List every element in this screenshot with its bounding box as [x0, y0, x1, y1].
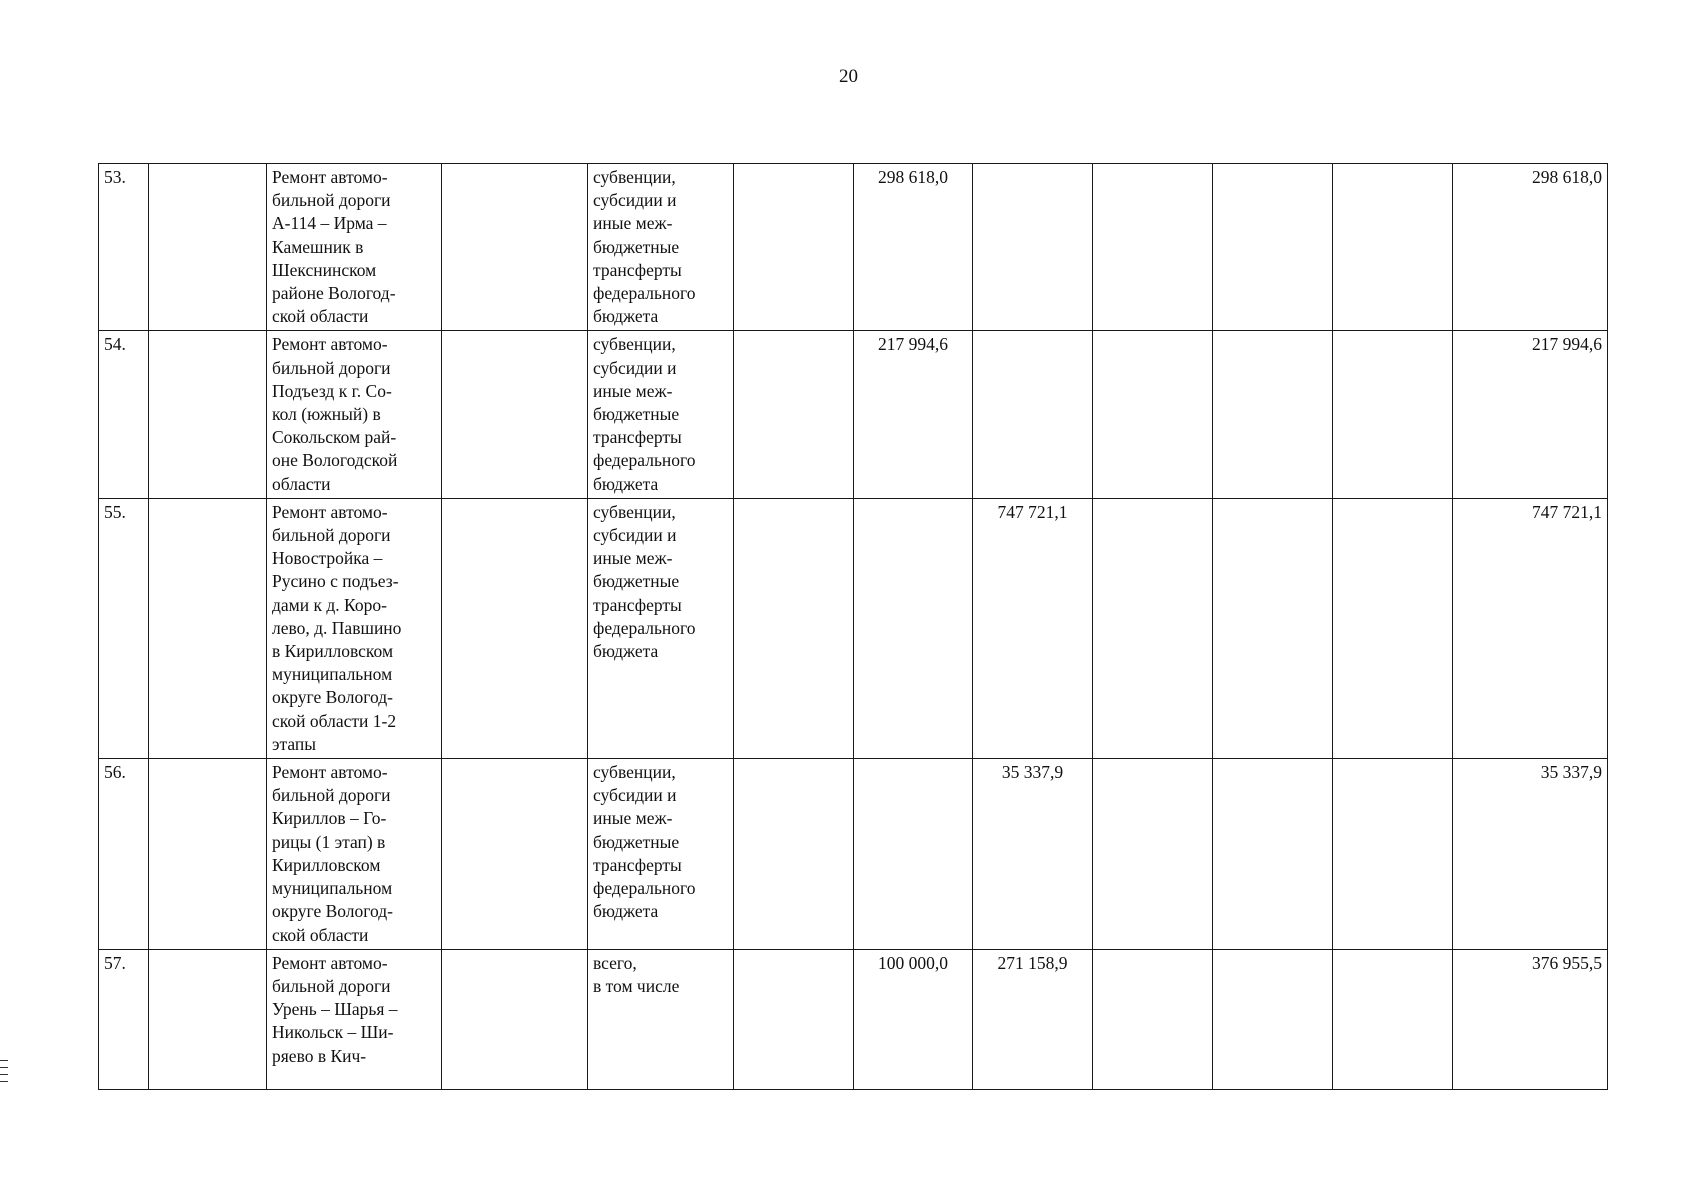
amount-year1: 100 000,0	[854, 949, 973, 1089]
object-name: Ремонт автомо- бильной дороги Новостройка – Русино с подъез- дами к д. Коро- лево, д. Павшино в Кирилловском муниципальном округе Вологод- ской области 1-2 этапы	[267, 498, 442, 758]
table-row	[99, 498, 1608, 758]
empty-cell	[1093, 164, 1213, 331]
empty-cell	[149, 759, 267, 950]
table-row	[99, 759, 1608, 950]
table-row	[99, 164, 1608, 331]
funding-source: субвенции, субсидии и иные меж- бюджетные трансферты федерального бюджета	[588, 164, 734, 331]
amount-year2	[973, 164, 1093, 331]
empty-cell	[442, 331, 588, 498]
amount-total: 35 337,9	[1453, 759, 1608, 950]
empty-cell	[1093, 498, 1213, 758]
amount-total: 747 721,1	[1453, 498, 1608, 758]
empty-cell	[734, 331, 854, 498]
amount-year1: 298 618,0	[854, 164, 973, 331]
empty-cell	[149, 949, 267, 1089]
amount-year1	[854, 759, 973, 950]
amount-total: 217 994,6	[1453, 331, 1608, 498]
empty-cell	[442, 949, 588, 1089]
empty-cell	[149, 331, 267, 498]
empty-cell	[1213, 759, 1333, 950]
amount-total: 298 618,0	[1453, 164, 1608, 331]
empty-cell	[442, 164, 588, 331]
funding-source: всего, в том числе	[588, 949, 734, 1089]
object-name: Ремонт автомо- бильной дороги А-114 – Ирма – Камешник в Шекснинском районе Вологод- ской области	[267, 164, 442, 331]
empty-cell	[1213, 331, 1333, 498]
amount-year1: 217 994,6	[854, 331, 973, 498]
empty-cell	[1333, 949, 1453, 1089]
table-row	[99, 331, 1608, 498]
binding-marks	[0, 1060, 8, 1088]
empty-cell	[149, 164, 267, 331]
budget-table	[98, 163, 1608, 1090]
empty-cell	[1213, 164, 1333, 331]
empty-cell	[442, 759, 588, 950]
empty-cell	[1333, 759, 1453, 950]
amount-year2: 35 337,9	[973, 759, 1093, 950]
amount-year2: 747 721,1	[973, 498, 1093, 758]
empty-cell	[734, 164, 854, 331]
empty-cell	[1333, 498, 1453, 758]
row-number: 56.	[99, 759, 149, 950]
empty-cell	[734, 949, 854, 1089]
row-number: 53.	[99, 164, 149, 331]
empty-cell	[1093, 331, 1213, 498]
amount-year1	[854, 498, 973, 758]
row-number: 57.	[99, 949, 149, 1089]
object-name: Ремонт автомо- бильной дороги Урень – Шарья – Никольск – Ши- ряево в Кич-	[267, 949, 442, 1089]
object-name: Ремонт автомо- бильной дороги Кириллов – Го- рицы (1 этап) в Кирилловском муниципальном округе Вологод- ской области	[267, 759, 442, 950]
row-number: 54.	[99, 331, 149, 498]
funding-source: субвенции, субсидии и иные меж- бюджетные трансферты федерального бюджета	[588, 331, 734, 498]
empty-cell	[149, 498, 267, 758]
empty-cell	[1213, 949, 1333, 1089]
empty-cell	[1333, 331, 1453, 498]
page-number: 20	[839, 66, 858, 87]
amount-total: 376 955,5	[1453, 949, 1608, 1089]
row-number: 55.	[99, 498, 149, 758]
empty-cell	[1333, 164, 1453, 331]
empty-cell	[1093, 949, 1213, 1089]
empty-cell	[734, 498, 854, 758]
amount-year2	[973, 331, 1093, 498]
object-name: Ремонт автомо- бильной дороги Подъезд к г. Со- кол (южный) в Сокольском рай- оне Вологодской области	[267, 331, 442, 498]
empty-cell	[442, 498, 588, 758]
amount-year2: 271 158,9	[973, 949, 1093, 1089]
funding-source: субвенции, субсидии и иные меж- бюджетные трансферты федерального бюджета	[588, 498, 734, 758]
funding-source: субвенции, субсидии и иные меж- бюджетные трансферты федерального бюджета	[588, 759, 734, 950]
empty-cell	[1093, 759, 1213, 950]
empty-cell	[734, 759, 854, 950]
empty-cell	[1213, 498, 1333, 758]
table-row	[99, 949, 1608, 1089]
